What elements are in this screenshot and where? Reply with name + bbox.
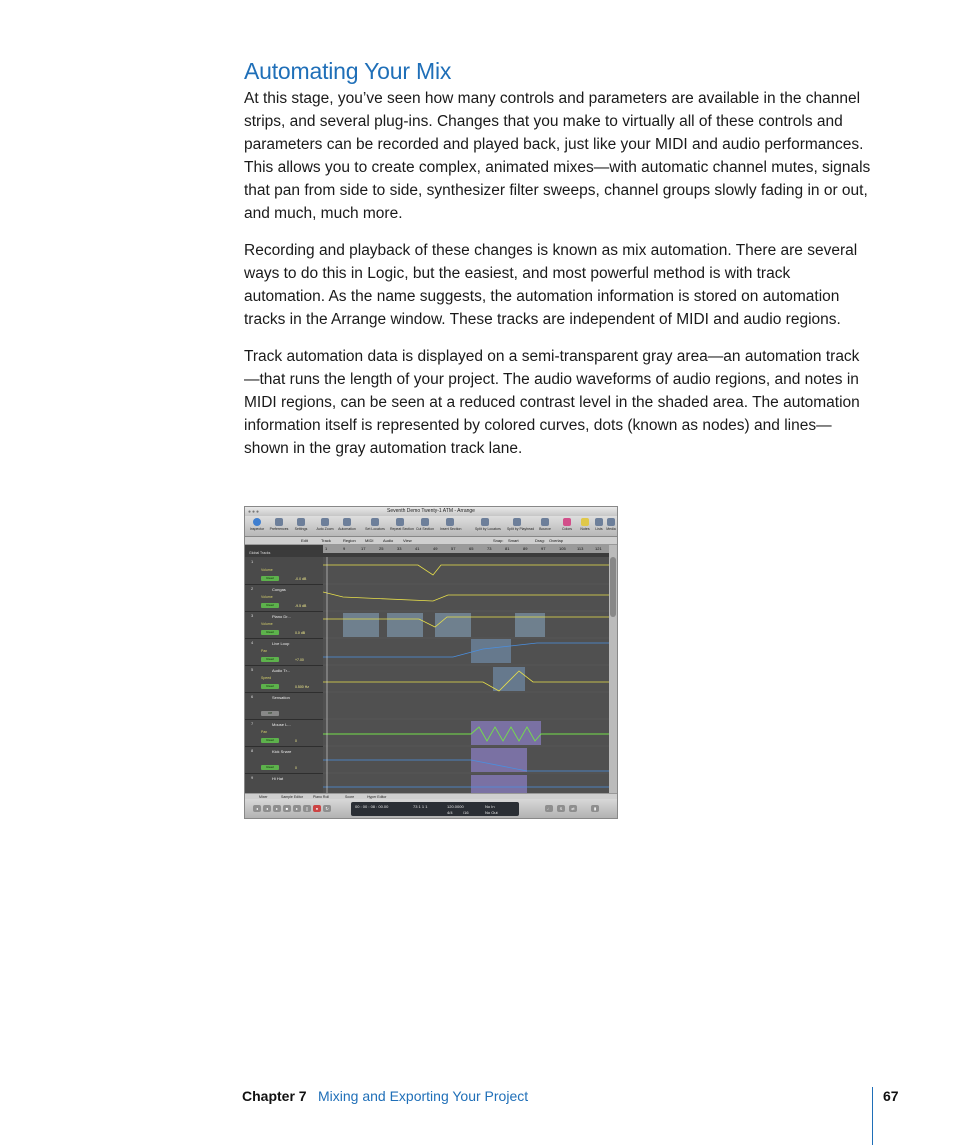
toolbar-split-by-locators: Split by Locators [475,518,495,531]
snap-value: Smart [508,538,519,543]
track-header: 7 Mouse L... Pan Read 0 [245,719,323,747]
track-header: 8 Kick Snare Read 0 [245,746,323,774]
track-header: 6 Sensation Off [245,692,323,720]
window-controls-icon: ●●● [248,509,261,515]
stop-icon: ■ [283,805,291,812]
bounce-icon [541,518,549,526]
ruler-tick: 97 [541,546,546,551]
split-by-playhead-icon [513,518,521,526]
menu-edit: Edit [301,538,308,543]
go-to-start-icon: ◂ [253,805,261,812]
vertical-scrollbar [609,545,617,793]
snap-label: Snap: [493,538,504,543]
division-display: /16 [463,810,469,815]
body-text [244,87,874,474]
midi-region [471,775,527,793]
ruler-tick: 25 [379,546,384,551]
paragraph: At this stage, you’ve seen how many controls and parameters are available in the channel strips, and several plug-ins. Changes that you make to virtually all of these controls and parameters can be recorded and played back, just like your MIDI and audio performances. This allows you to create complex, animated mixes—with automatic channel mutes, signals that pan from side to side, synthesizer filter sweeps, channel groups slowly fading in or out, and much, much more. [244,90,871,222]
midi-region [515,613,545,637]
track-header: 5 Audio Tr... Speed Read 0.500 Hz [245,665,323,693]
toolbar-preferences: Preferences [269,518,289,531]
menu-midi: MIDI [365,538,374,543]
record-icon: ● [313,805,321,812]
bar-ruler [323,545,609,553]
tempo-display: 120.0000 [447,804,464,809]
toolbar-media: Media [601,518,618,531]
colors-icon [563,518,571,526]
track-header: 2 Congas Volume Read -9.5 dB [245,584,323,612]
pause-icon: ∥ [303,805,311,812]
signature-display: 4/4 [447,810,453,815]
ruler-tick: 73 [487,546,492,551]
track-header: 9 Hi Hat [245,773,323,801]
toolbar-split-by-playhead: Split by Playhead [507,518,527,531]
toolbar-auto-zoom: Auto Zoom [315,518,335,531]
set-locators-icon [371,518,379,526]
menu-region: Region [343,538,356,543]
cut-section-icon [421,518,429,526]
ruler-tick: 65 [469,546,474,551]
footer-divider [872,1087,873,1145]
rewind-icon: ◂ [263,805,271,812]
global-tracks-label: Global Tracks [249,551,271,555]
solo-icon: S [557,805,565,812]
metronome-icon: ♩ [547,806,551,811]
automation-lanes [323,557,609,793]
midi-out-display: No Out [485,810,498,815]
page-number: 67 [883,1088,899,1104]
tab-sample-editor: Sample Editor [281,795,303,799]
toolbar-automation: Automation [337,518,357,531]
automation-lanes-graphic [323,557,609,793]
ruler-tick: 89 [523,546,528,551]
toolbar-bounce: Bounce [535,518,555,531]
ruler-tick: 121 [595,546,602,551]
toolbar-lists: Lists [589,518,609,531]
toolbar-colors: Colors [557,518,577,531]
footer-chapter-title[interactable]: Mixing and Exporting Your Project [318,1088,529,1104]
auto-zoom-icon [321,518,329,526]
toolbar-inspector: Inspector [247,518,267,531]
midi-region [387,613,423,637]
track-header: 3 Piano Dr... Volume Read 0.0 dB [245,611,323,639]
sync-icon: ⇄ [569,805,577,812]
toolbar-notes: Notes [575,518,595,531]
ruler-tick: 33 [397,546,402,551]
toolbar-repeat-section: Repeat Section [390,518,410,531]
ruler-tick: 81 [505,546,510,551]
drag-value: Overlap [549,538,564,543]
ruler-tick: 17 [361,546,366,551]
menu-audio: Audio [383,538,394,543]
repeat-section-icon [396,518,404,526]
window-titlebar [245,507,617,516]
ruler-tick: 9 [343,546,346,551]
drag-label: Drag: [535,538,545,543]
forward-icon: ▸ [273,805,281,812]
cycle-icon: ↻ [323,805,331,812]
toolbar-settings: Settings [291,518,311,531]
arrange-window-screenshot [244,506,618,819]
tab-score: Score [345,795,355,799]
toolbar-cut-section: Cut Section [415,518,435,531]
split-by-locators-icon [481,518,489,526]
cpu-meter-icon: ▮ [591,805,599,812]
lanes-background [323,557,609,793]
tab-mixer: Mixer [259,795,268,799]
play-icon: ▸ [293,805,301,812]
ruler-tick: 41 [415,546,420,551]
scrollbar-thumb [610,557,616,617]
ruler-tick: 49 [433,546,438,551]
insert-section-icon [446,518,454,526]
menu-view: View [403,538,412,543]
media-icon [607,518,615,526]
menu-track: Track [321,538,331,543]
preferences-icon [275,518,283,526]
midi-region [471,748,527,772]
tab-hyper-editor: Hyper Editor [367,795,387,799]
toolbar-insert-section: Insert Section [440,518,460,531]
track-header: 1 Volume Read -0.0 dB [245,557,323,585]
toolbar-set-locators: Set Locators [365,518,385,531]
tab-piano-roll: Piano Roll [313,795,329,799]
time-display: 00 : 00 : 08 : 00.00 [355,804,389,809]
track-header: 4 Live Loop Pan Read +7.00 [245,638,323,666]
toolbar [245,516,617,537]
ruler-tick: 105 [559,546,566,551]
paragraph: Track automation data is displayed on a semi-transparent gray area—an automation track—that runs the length of your project. The audio waveforms of audio regions, and notes in MIDI regions, can be seen at a reduced contrast level in the shaded area. The automation information itself is represented by colored curves, dots (known as nodes) and lines—shown in the gray automation track lane. [244,348,860,457]
ruler-tick: 57 [451,546,456,551]
paragraph: Recording and playback of these changes is known as mix automation. There are several ways to do this in Logic, but the easiest, and most powerful method is with track automation. As the name suggests, the automation information is stored on automation tracks in the Arrange window. These tracks are independent of MIDI and audio regions. [244,242,858,328]
track-list [245,557,323,793]
ruler-tick: 1 [325,546,328,551]
arrange-menubar [245,537,617,545]
inspector-icon [253,518,261,526]
transport-bar [245,799,617,818]
notes-icon [581,518,589,526]
midi-in-display: No In [485,804,495,809]
footer-chapter: Chapter 7 [242,1088,307,1104]
page-title: Automating Your Mix [244,58,452,84]
midi-region [435,613,471,637]
audio-region [493,667,525,691]
transport-display [351,802,519,816]
window-title: Seventh Demo Twenty-1 ATM - Arrange [387,508,475,514]
settings-icon [297,518,305,526]
midi-region [343,613,379,637]
bar-position: 73 1 1 1 [413,804,428,809]
automation-icon [343,518,351,526]
ruler-tick: 113 [577,546,584,551]
